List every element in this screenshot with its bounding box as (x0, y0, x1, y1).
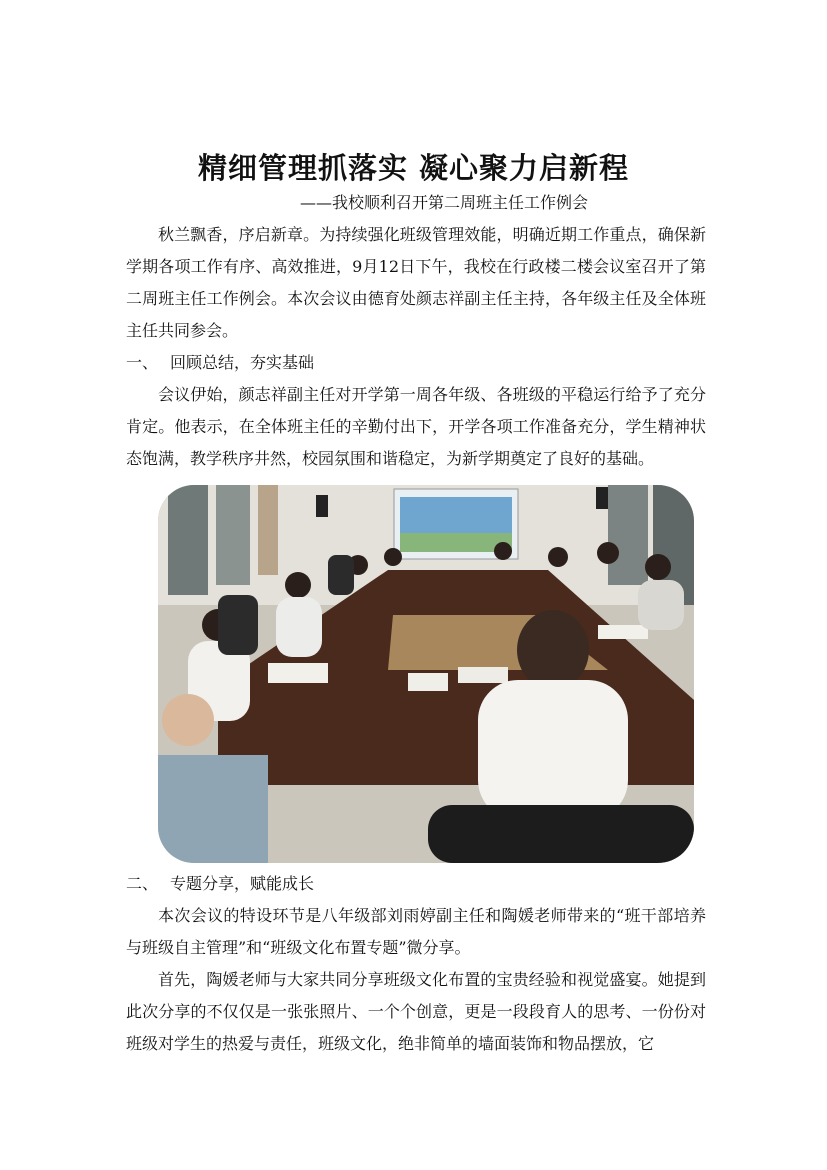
meeting-photo (158, 485, 694, 863)
section-2-paragraph-1: 本次会议的特设环节是八年级部刘雨婷副主任和陶媛老师带来的“班干部培养与班级自主管理”和“班级文化布置专题”微分享。 (126, 906, 706, 957)
intro-paragraph: 秋兰飘香，序启新章。为持续强化班级管理效能，明确近期工作重点，确保新学期各项工作有序、高效推进，9月12日下午，我校在行政楼二楼会议室召开了第二周班主任工作例会。本次会议由德育处颜志祥副主任主持，各年级主任及全体班主任共同参会。 (126, 225, 706, 340)
section-1-number: 一、 (126, 353, 159, 372)
section-2-title: 专题分享，赋能成长 (170, 874, 315, 893)
section-1-title: 回顾总结，夯实基础 (170, 353, 315, 372)
document-title: 精细管理抓落实 凝心聚力启新程 (197, 151, 630, 185)
section-1-paragraph: 会议伊始，颜志祥副主任对开学第一周各年级、各班级的平稳运行给予了充分肯定。他表示，在全体班主任的辛勤付出下，开学各项工作准备充分，学生精神状态饱满，教学秩序井然，校园氛围和谐稳定，为新学期奠定了良好的基础。 (126, 385, 706, 468)
section-2-heading (126, 868, 314, 900)
document-subtitle: ——我校顺利召开第二周班主任工作例会 (300, 193, 589, 212)
section-2-number: 二、 (126, 874, 159, 893)
section-1-heading (126, 347, 314, 379)
section-2-paragraph-2: 首先，陶媛老师与大家共同分享班级文化布置的宝贵经验和视觉盛宴。她提到此次分享的不仅仅是一张张照片、一个个创意，更是一段段育人的思考、一份份对班级对学生的热爱与责任，班级文化，绝非简单的墙面装饰和物品摆放，它 (126, 970, 706, 1053)
